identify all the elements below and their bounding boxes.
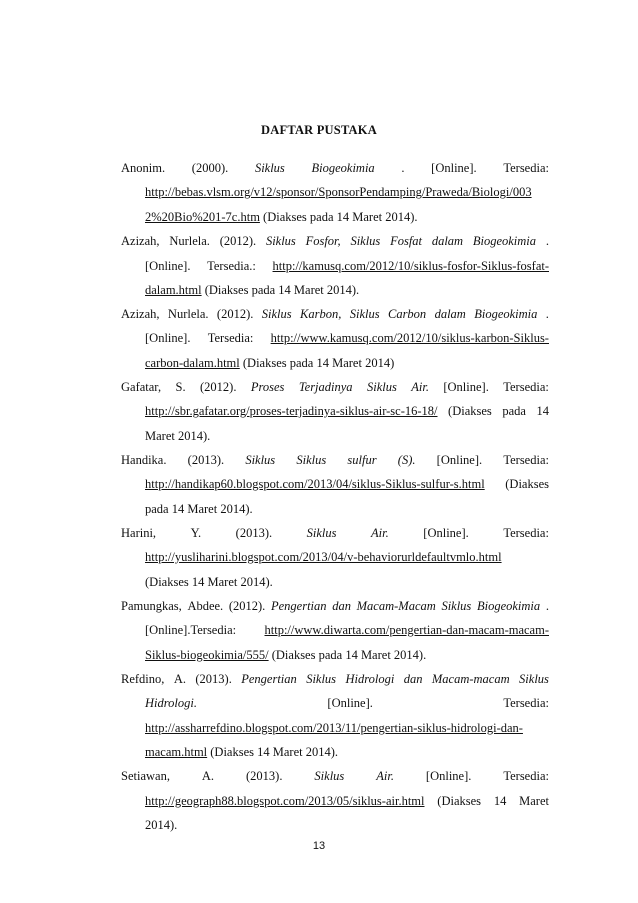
reference-text: Siklus: [296, 453, 327, 467]
reference-text: [Online].: [425, 769, 472, 783]
reference-url-link[interactable]: http://yusliharini.blogspot.com/2013/04/v-behaviorurldefaultvmlo.html: [145, 550, 502, 564]
reference-text: Siklus: [519, 672, 549, 686]
reference-continuation-line: [145, 330, 549, 346]
reference-text: (2013).: [195, 672, 232, 686]
reference-entry-line: [121, 233, 549, 249]
reference-text: Anonim.: [121, 161, 166, 175]
reference-text: Siklus: [350, 234, 381, 248]
reference-text: (2012).: [216, 307, 254, 321]
reference-text: (Diakses 14 Maret 2014).: [145, 575, 273, 589]
reference-text: (Diakses pada 14 Maret 2014).: [259, 210, 418, 224]
reference-text: Nurlela.: [169, 234, 210, 248]
reference-text: [Online].: [423, 526, 469, 540]
reference-text: Siklus: [314, 769, 345, 783]
reference-text: Carbon: [387, 307, 427, 321]
reference-url-link[interactable]: Siklus-biogeokimia/555/: [145, 648, 269, 662]
reference-text: Tersedia.:: [207, 259, 256, 273]
reference-text: Siklus: [265, 234, 296, 248]
reference-text: Siklus: [254, 161, 285, 175]
reference-text: [Online].: [436, 453, 483, 467]
reference-text: (2013).: [235, 526, 273, 540]
reference-continuation-line: [145, 817, 177, 833]
reference-continuation-line: [145, 720, 523, 736]
reference-text: Pengertian: [270, 599, 327, 613]
reference-text: [Online].Tersedia:: [145, 623, 237, 637]
reference-continuation-line: [145, 428, 210, 444]
reference-text: [Online].: [145, 331, 191, 345]
reference-text: A.: [173, 672, 186, 686]
reference-text: Gafatar,: [121, 380, 162, 394]
reference-text: Tersedia:: [503, 380, 549, 394]
reference-text: Biogeokimia: [311, 161, 375, 175]
reference-text: Air.: [411, 380, 429, 394]
reference-text: dan: [332, 599, 351, 613]
reference-text: (2012).: [219, 234, 257, 248]
reference-text: Siklus: [261, 307, 292, 321]
reference-entry-line: [121, 768, 549, 784]
reference-continuation-line: [145, 574, 273, 590]
reference-text: S.: [175, 380, 186, 394]
reference-text: 14: [536, 404, 549, 418]
reference-text: [Online].: [327, 696, 373, 710]
reference-continuation-line: [145, 355, 394, 371]
reference-url-link[interactable]: http://handikap60.blogspot.com/2013/04/siklus-Siklus-sulfur-s.html: [145, 477, 485, 491]
reference-continuation-line: [145, 622, 549, 638]
reference-text: Pamungkas,: [121, 599, 182, 613]
reference-text: Siklus: [366, 380, 397, 394]
reference-text: Y.: [190, 526, 202, 540]
reference-text: (Diakses: [448, 404, 492, 418]
reference-text: Setiawan,: [121, 769, 170, 783]
reference-text: (2012).: [228, 599, 266, 613]
reference-text: (S).: [397, 453, 416, 467]
reference-text: Macam-Macam: [356, 599, 436, 613]
reference-text: .: [401, 161, 405, 175]
reference-continuation-line: [145, 695, 549, 711]
reference-text: Air.: [376, 769, 394, 783]
reference-text: Siklus: [245, 453, 276, 467]
reference-text: Hidrologi.: [145, 696, 197, 710]
reference-text: (2000).: [191, 161, 229, 175]
reference-continuation-line: [145, 744, 338, 760]
reference-continuation-line: [145, 647, 426, 663]
reference-text: dan: [403, 672, 423, 686]
reference-text: Fosfor,: [305, 234, 341, 248]
reference-text: Macam-macam: [431, 672, 510, 686]
reference-text: Proses: [250, 380, 285, 394]
reference-entry-line: [121, 379, 549, 395]
reference-url-link[interactable]: http://www.kamusq.com/2012/10/siklus-karbon-Siklus-: [270, 331, 549, 345]
reference-continuation-line: [145, 209, 418, 225]
reference-continuation-line: [145, 793, 549, 809]
reference-url-link[interactable]: http://kamusq.com/2012/10/siklus-fosfor-Siklus-fosfat-: [272, 259, 549, 273]
reference-continuation-line: [145, 282, 359, 298]
reference-text: (2012).: [200, 380, 237, 394]
reference-continuation-line: [145, 258, 549, 274]
reference-text: [Online].: [145, 259, 191, 273]
reference-text: .: [545, 599, 549, 613]
reference-text: Hidrologi: [345, 672, 395, 686]
reference-text: (Diakses pada 14 Maret 2014): [239, 356, 395, 370]
reference-url-link[interactable]: http://sbr.gafatar.org/proses-terjadinya-siklus-air-sc-16-18/: [145, 404, 438, 418]
reference-text: .: [545, 234, 549, 248]
reference-entry-line: [121, 525, 549, 541]
reference-url-link[interactable]: http://www.diwarta.com/pengertian-dan-macam-macam-: [264, 623, 549, 637]
reference-text: Tersedia:: [503, 696, 549, 710]
reference-text: Nurlela.: [167, 307, 209, 321]
reference-text: Siklus: [349, 307, 380, 321]
reference-url-link[interactable]: http://bebas.vlsm.org/v12/sponsor/SponsorPendamping/Praweda/Biologi/003: [145, 185, 532, 199]
reference-text: Siklus: [306, 672, 337, 686]
reference-continuation-line: [145, 476, 549, 492]
reference-text: Tersedia:: [207, 331, 254, 345]
reference-text: (Diakses: [505, 477, 549, 491]
reference-entry-line: [121, 671, 549, 687]
page-number: 13: [312, 840, 326, 852]
reference-text: Biogeokimia: [474, 307, 538, 321]
reference-text: Abdee.: [187, 599, 224, 613]
reference-text: dalam: [431, 234, 464, 248]
reference-text: A.: [201, 769, 215, 783]
reference-url-link[interactable]: carbon-dalam.html: [145, 356, 240, 370]
reference-text: (2013).: [187, 453, 225, 467]
reference-entry-line: [121, 598, 549, 614]
reference-text: (Diakses pada 14 Maret 2014).: [268, 648, 427, 662]
reference-text: Terjadinya: [298, 380, 353, 394]
reference-text: dalam: [434, 307, 466, 321]
reference-text: pada 14 Maret 2014).: [145, 502, 253, 516]
reference-url-link[interactable]: http://assharrefdino.blogspot.com/2013/11/pengertian-siklus-hidrologi-dan-: [145, 721, 523, 735]
reference-text: (Diakses 14 Maret 2014).: [207, 745, 339, 759]
reference-continuation-line: [145, 501, 253, 517]
reference-continuation-line: [145, 184, 532, 200]
reference-text: Air.: [371, 526, 389, 540]
reference-text: pada: [502, 404, 526, 418]
reference-text: Biogeokimia: [476, 599, 541, 613]
reference-text: [Online].: [431, 161, 477, 175]
reference-text: Tersedia:: [503, 161, 549, 175]
reference-text: Tersedia:: [503, 769, 549, 783]
reference-text: Azizah,: [121, 234, 160, 248]
reference-text: [Online].: [443, 380, 489, 394]
reference-text: (2013).: [246, 769, 283, 783]
reference-text: Azizah,: [121, 307, 160, 321]
page-title: DAFTAR PUSTAKA: [261, 123, 377, 137]
reference-text: Refdino,: [121, 672, 165, 686]
reference-url-link[interactable]: macam.html: [145, 745, 208, 759]
reference-text: Tersedia:: [503, 526, 549, 540]
reference-text: Harini,: [121, 526, 157, 540]
reference-text: Biogeokimia: [472, 234, 537, 248]
reference-text: (Diakses pada 14 Maret 2014).: [201, 283, 360, 297]
reference-text: Siklus: [441, 599, 472, 613]
reference-text: Fosfat: [390, 234, 423, 248]
reference-url-link[interactable]: 2%20Bio%201-7c.htm: [145, 210, 260, 224]
reference-text: .: [545, 307, 549, 321]
reference-entry-line: [121, 452, 549, 468]
reference-continuation-line: [145, 549, 502, 565]
reference-text: Maret 2014).: [145, 429, 211, 443]
reference-text: Handika.: [121, 453, 167, 467]
reference-text: (Diakses: [437, 794, 482, 808]
reference-url-link[interactable]: dalam.html: [145, 283, 202, 297]
reference-text: sulfur: [347, 453, 377, 467]
reference-text: Maret: [519, 794, 549, 808]
reference-continuation-line: [145, 403, 549, 419]
reference-url-link[interactable]: http://geograph88.blogspot.com/2013/05/siklus-air.html: [145, 794, 425, 808]
reference-entry-line: [121, 160, 549, 176]
reference-text: 2014).: [145, 818, 178, 832]
reference-text: 14: [493, 794, 507, 808]
reference-text: Pengertian: [241, 672, 297, 686]
reference-entry-line: [121, 306, 549, 322]
reference-text: Tersedia:: [503, 453, 549, 467]
reference-text: Karbon,: [300, 307, 342, 321]
reference-text: Siklus: [306, 526, 337, 540]
